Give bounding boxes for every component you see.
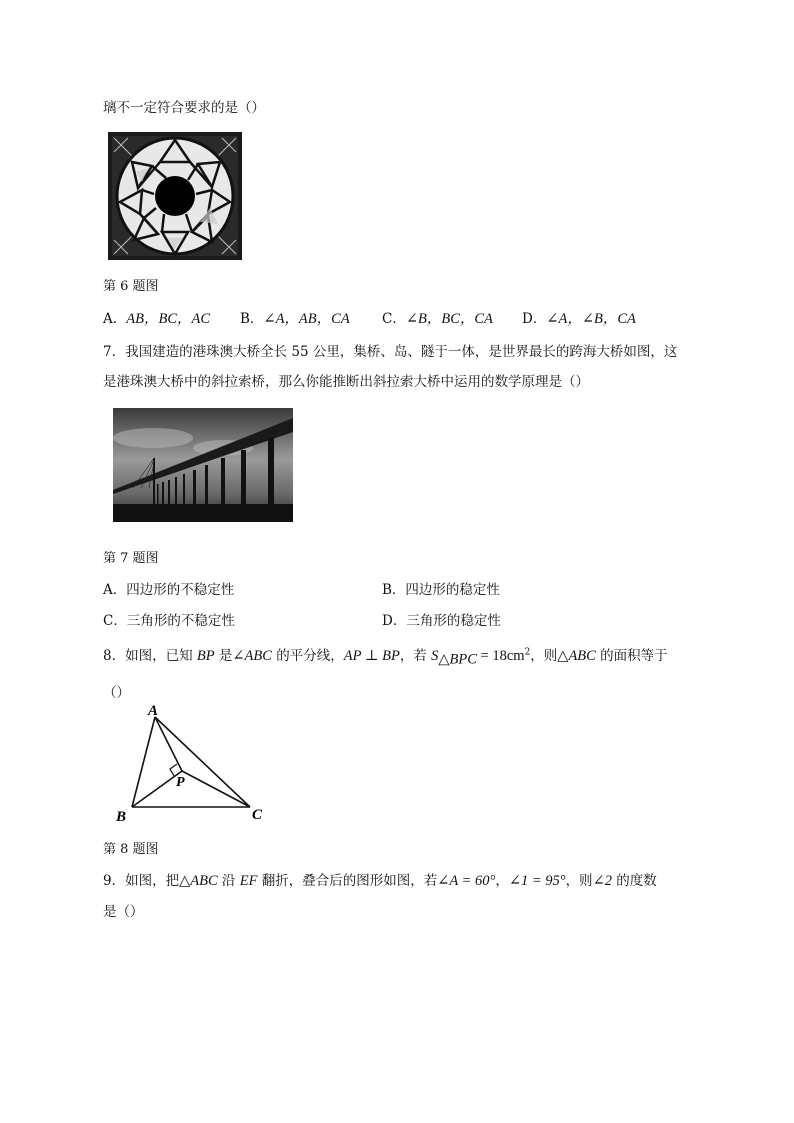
q9-ef: EF xyxy=(239,873,258,889)
q9-tail: 的度数 xyxy=(611,873,657,889)
q6-option-text: ∠A，AB，CA xyxy=(263,311,350,327)
q8-tri: △ABC xyxy=(557,648,596,664)
bridge-photo-figure xyxy=(113,408,293,522)
q8-perp: AP ⊥ BP xyxy=(343,648,400,664)
q7-option-letter: D． xyxy=(382,613,407,629)
q7-caption: 第 7 题图 xyxy=(103,551,159,566)
q9-prefix: 9．如图，把 xyxy=(103,873,180,889)
vertex-label-b: B xyxy=(116,809,127,825)
q6-option-text: AB，BC，AC xyxy=(126,311,211,327)
q8-caption: 第 8 题图 xyxy=(103,842,159,857)
q7-option-text: 四边形的稳定性 xyxy=(405,582,500,598)
q8-prefix: 8．如图，已知 xyxy=(103,648,197,664)
q7-option-text: 三角形的稳定性 xyxy=(406,613,501,629)
q7-option-letter: C． xyxy=(103,613,127,629)
q9-cond2: ∠1 = 95° xyxy=(508,873,566,889)
q8-bisector: 的平分线， xyxy=(271,648,344,664)
q6-option-a[interactable] xyxy=(103,307,210,328)
q7-option-c[interactable] xyxy=(103,609,235,629)
q7-option-letter: A． xyxy=(103,582,127,598)
vertex-label-c: C xyxy=(252,807,263,823)
q7-option-letter: B． xyxy=(382,582,406,598)
q6-option-text: ∠A，∠B，CA xyxy=(546,311,636,327)
q8-bp: BP xyxy=(196,648,215,664)
point-label-p: P xyxy=(176,775,185,790)
q8-then: ，则 xyxy=(530,648,558,664)
q7-stem-line1: 7．我国建造的港珠澳大桥全长 55 公里，集桥、岛、隧于一体，是世界最长的跨海大桥如图，这 xyxy=(103,344,678,360)
q9-stem-line1 xyxy=(103,869,657,890)
q6-option-text: ∠B，BC，CA xyxy=(405,311,493,327)
triangle-abc-figure xyxy=(110,703,275,828)
q8-area-sup: 2 xyxy=(524,647,531,658)
q7-stem-line2: 是港珠澳大桥中的斜拉索桥，那么你能推断出斜拉索大桥中运用的数学原理是（） xyxy=(103,374,589,390)
q7-option-b[interactable] xyxy=(382,578,500,598)
q6-caption: 第 6 题图 xyxy=(103,279,159,294)
q6-option-letter: B． xyxy=(240,311,264,327)
q8-area-sub: △BPC xyxy=(438,651,477,668)
vertex-label-a: A xyxy=(148,703,159,719)
q7-option-text: 四边形的不稳定性 xyxy=(126,582,235,598)
q9-sep: ， xyxy=(495,873,509,889)
q6-option-c[interactable] xyxy=(382,307,493,328)
q7-option-text: 三角形的不稳定性 xyxy=(126,613,235,629)
q9-mid: 翻折，叠合后的图形如图，若 xyxy=(257,873,438,889)
q9-along: 沿 xyxy=(217,873,240,889)
q7-option-a[interactable] xyxy=(103,578,234,598)
q8-stem-line2: （） xyxy=(103,685,130,701)
q6-option-letter: D． xyxy=(522,311,547,327)
q8-is: 是 xyxy=(214,648,233,664)
q8-area-eq: = 18cm xyxy=(476,648,525,664)
q9-then: ，则 xyxy=(565,873,593,889)
q8-tail: 的面积等于 xyxy=(595,648,668,664)
q8-angle: ∠ABC xyxy=(232,648,272,664)
window-lattice-figure xyxy=(108,132,242,260)
q6-option-d[interactable] xyxy=(522,307,636,328)
q6-option-letter: A． xyxy=(103,311,127,327)
q9-ask: ∠2 xyxy=(592,873,612,889)
q6-option-b[interactable] xyxy=(240,307,350,328)
q7-option-d[interactable] xyxy=(382,609,501,629)
q8-area-s: S xyxy=(431,648,439,664)
q9-cond1: ∠A = 60° xyxy=(437,873,496,889)
q8-stem-line1 xyxy=(103,644,668,669)
q6-stem-tail: 璃不一定符合要求的是（） xyxy=(103,100,265,116)
q6-option-letter: C． xyxy=(382,311,406,327)
q9-stem-line2: 是（） xyxy=(103,904,144,920)
q8-if: ，若 xyxy=(399,648,432,664)
q9-tri: △ABC xyxy=(179,873,218,889)
